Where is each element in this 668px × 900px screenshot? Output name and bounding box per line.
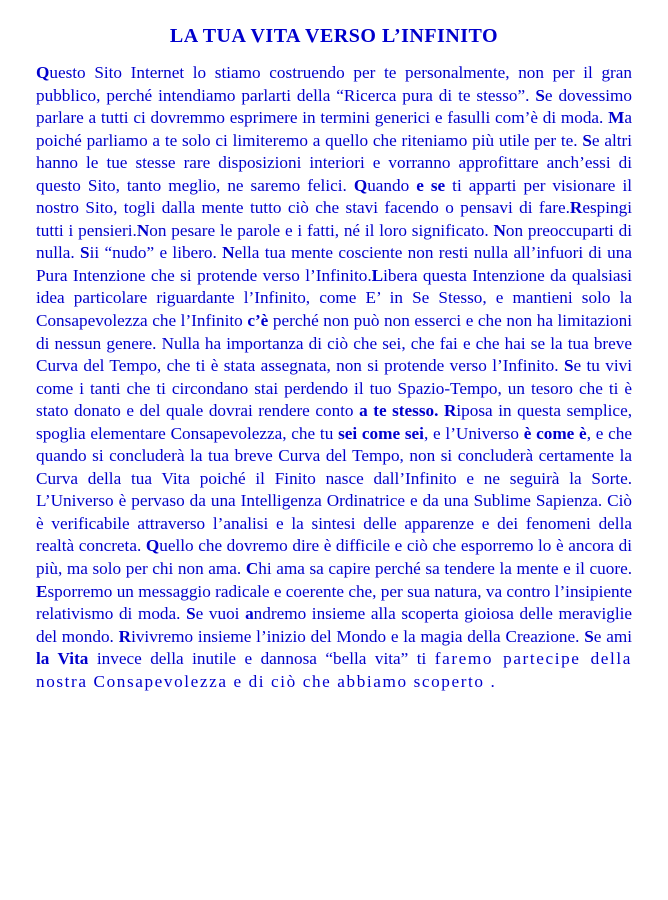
bold-text-run: E [36, 581, 48, 601]
bold-text-run: c’è [247, 311, 269, 331]
text-run: ibera questa Intenzione da qualsiasi idea particolare riguardante l’Infinito, come E’ in Se Stesso, e mantieni solo la Consapevolezza che l’Infinito [36, 265, 632, 331]
bold-text-run: N [136, 220, 150, 240]
bold-text-run: R [443, 401, 457, 421]
bold-text-run: R [118, 626, 132, 646]
text-run: uando [367, 175, 417, 195]
bold-text-run: Q [36, 63, 50, 82]
text-run: e ami [593, 626, 632, 646]
bold-text-run: Q [145, 536, 160, 556]
text-run: uesto Sito Internet lo stiamo costruendo per te personalmente, non per il gran pubblico, perché intendiamo parlarti della “Ricerca pura di te stesso”. [36, 63, 632, 105]
bold-text-run: N [222, 243, 235, 263]
body-paragraph [36, 62, 632, 693]
bold-text-run: e se [416, 175, 446, 195]
text-run: ii “nudo” e libero. [89, 243, 223, 263]
bold-text-run: M [608, 108, 625, 128]
bold-text-run: sei come sei [338, 423, 424, 443]
bold-text-run: S [584, 626, 594, 646]
text-run: , e l’Universo [423, 423, 524, 443]
bold-text-run: la Vita [36, 649, 89, 669]
text-run: espingi tutti i pensieri. [36, 198, 632, 240]
bold-text-run: S [535, 85, 545, 105]
text-run: ivivremo insieme l’inizio del Mondo e la magia della Creazione. [131, 626, 585, 646]
bold-text-run: Q [353, 175, 368, 195]
bold-text-run: S [563, 356, 574, 376]
text-run: invece della inutile e dannosa “bella vita” ti [88, 649, 435, 669]
bold-text-run: C [245, 559, 259, 579]
text-run: uello che dovremo dire è difficile e ciò che esporremo lo è ancora di più, ma solo per chi non ama. [36, 536, 632, 579]
bold-text-run: S [186, 604, 196, 624]
bold-text-run: a te stesso. [359, 401, 439, 421]
bold-text-run: R [569, 198, 583, 218]
bold-text-run: S [80, 243, 90, 263]
bold-text-run: N [493, 220, 506, 240]
text-run: sporremo un messaggio radicale e coerente che, per sua natura, va contro l’insipiente relativismo di moda. [36, 581, 632, 624]
text-run: e altri hanno le tue stesse rare disposizioni interiori e vorranno approfittare anch’essi di questo Sito, tanto meglio, ne saremo felici. [36, 130, 632, 195]
text-run: ti apparti per visionare il nostro Sito, togli dalla mente tutto ciò che stavi facendo o pensavi di fare. [36, 175, 632, 218]
bold-text-run: L [371, 265, 384, 285]
text-run: a poiché parliamo a te solo ci limiteremo a quello che riteniamo più utile per te. [36, 108, 632, 150]
text-run: iposa in questa semplice, spoglia elementare Consapevolezza, che tu [36, 401, 632, 443]
text-run: , e che quando si concluderà la tua breve Curva del Tempo, non si concluderà certamente la Curva della tua Vita poiché il Finito nasce dall’Infinito e ne seguirà la Sorte. L’Universo è pervaso da una Intelligenza Ordinatrice e da una Sublime Sapienza. Ciò è verificabile attraverso l’analisi e la sintesi delle apparenze e dei fenomeni della realtà concreta. [36, 423, 633, 556]
text-run: on pesare le parole e i fatti, né il loro significato. [149, 220, 494, 240]
text-run: ella tua mente cosciente non resti nulla all’infuori di una Pura Intenzione che si protende verso l’Infinito. [36, 243, 632, 285]
bold-text-run: S [582, 130, 592, 150]
document-page [36, 22, 632, 693]
text-run: e vuoi [195, 604, 246, 624]
bold-text-run: a [245, 604, 254, 624]
text-run: e tu vivi come i tanti che ti circondano stai perdendo il tuo Spazio-Tempo, un tesoro che ti è stato donato e del quale dovrai rendere conto [36, 356, 632, 421]
text-run: on preoccuparti di nulla. [36, 220, 632, 263]
bold-text-run: è come è [523, 423, 587, 443]
text-run: faremo partecipe della nostra Consapevolezza e di ciò che abbiamo scoperto . [36, 649, 632, 691]
text-run: perché non può non esserci e che non ha limitazioni di nessun genere. Nulla ha importanza di ciò che sei, che fai e che hai se la tua breve Curva del Tempo, che ti è stata assegnata, non si protende verso l’Infinito. [36, 311, 632, 376]
text-run: hi ama sa capire perché sa tendere la mente e il cuore. [258, 559, 632, 579]
text-run: ndremo insieme alla scoperta gioiosa delle meraviglie del mondo. [36, 604, 633, 646]
page-title: LA TUA VITA VERSO L’INFINITO [169, 25, 499, 47]
text-run: e dovessimo parlare a tutti ci dovremmo esprimere in termini generici e fasulli com’è di moda. [36, 85, 632, 128]
